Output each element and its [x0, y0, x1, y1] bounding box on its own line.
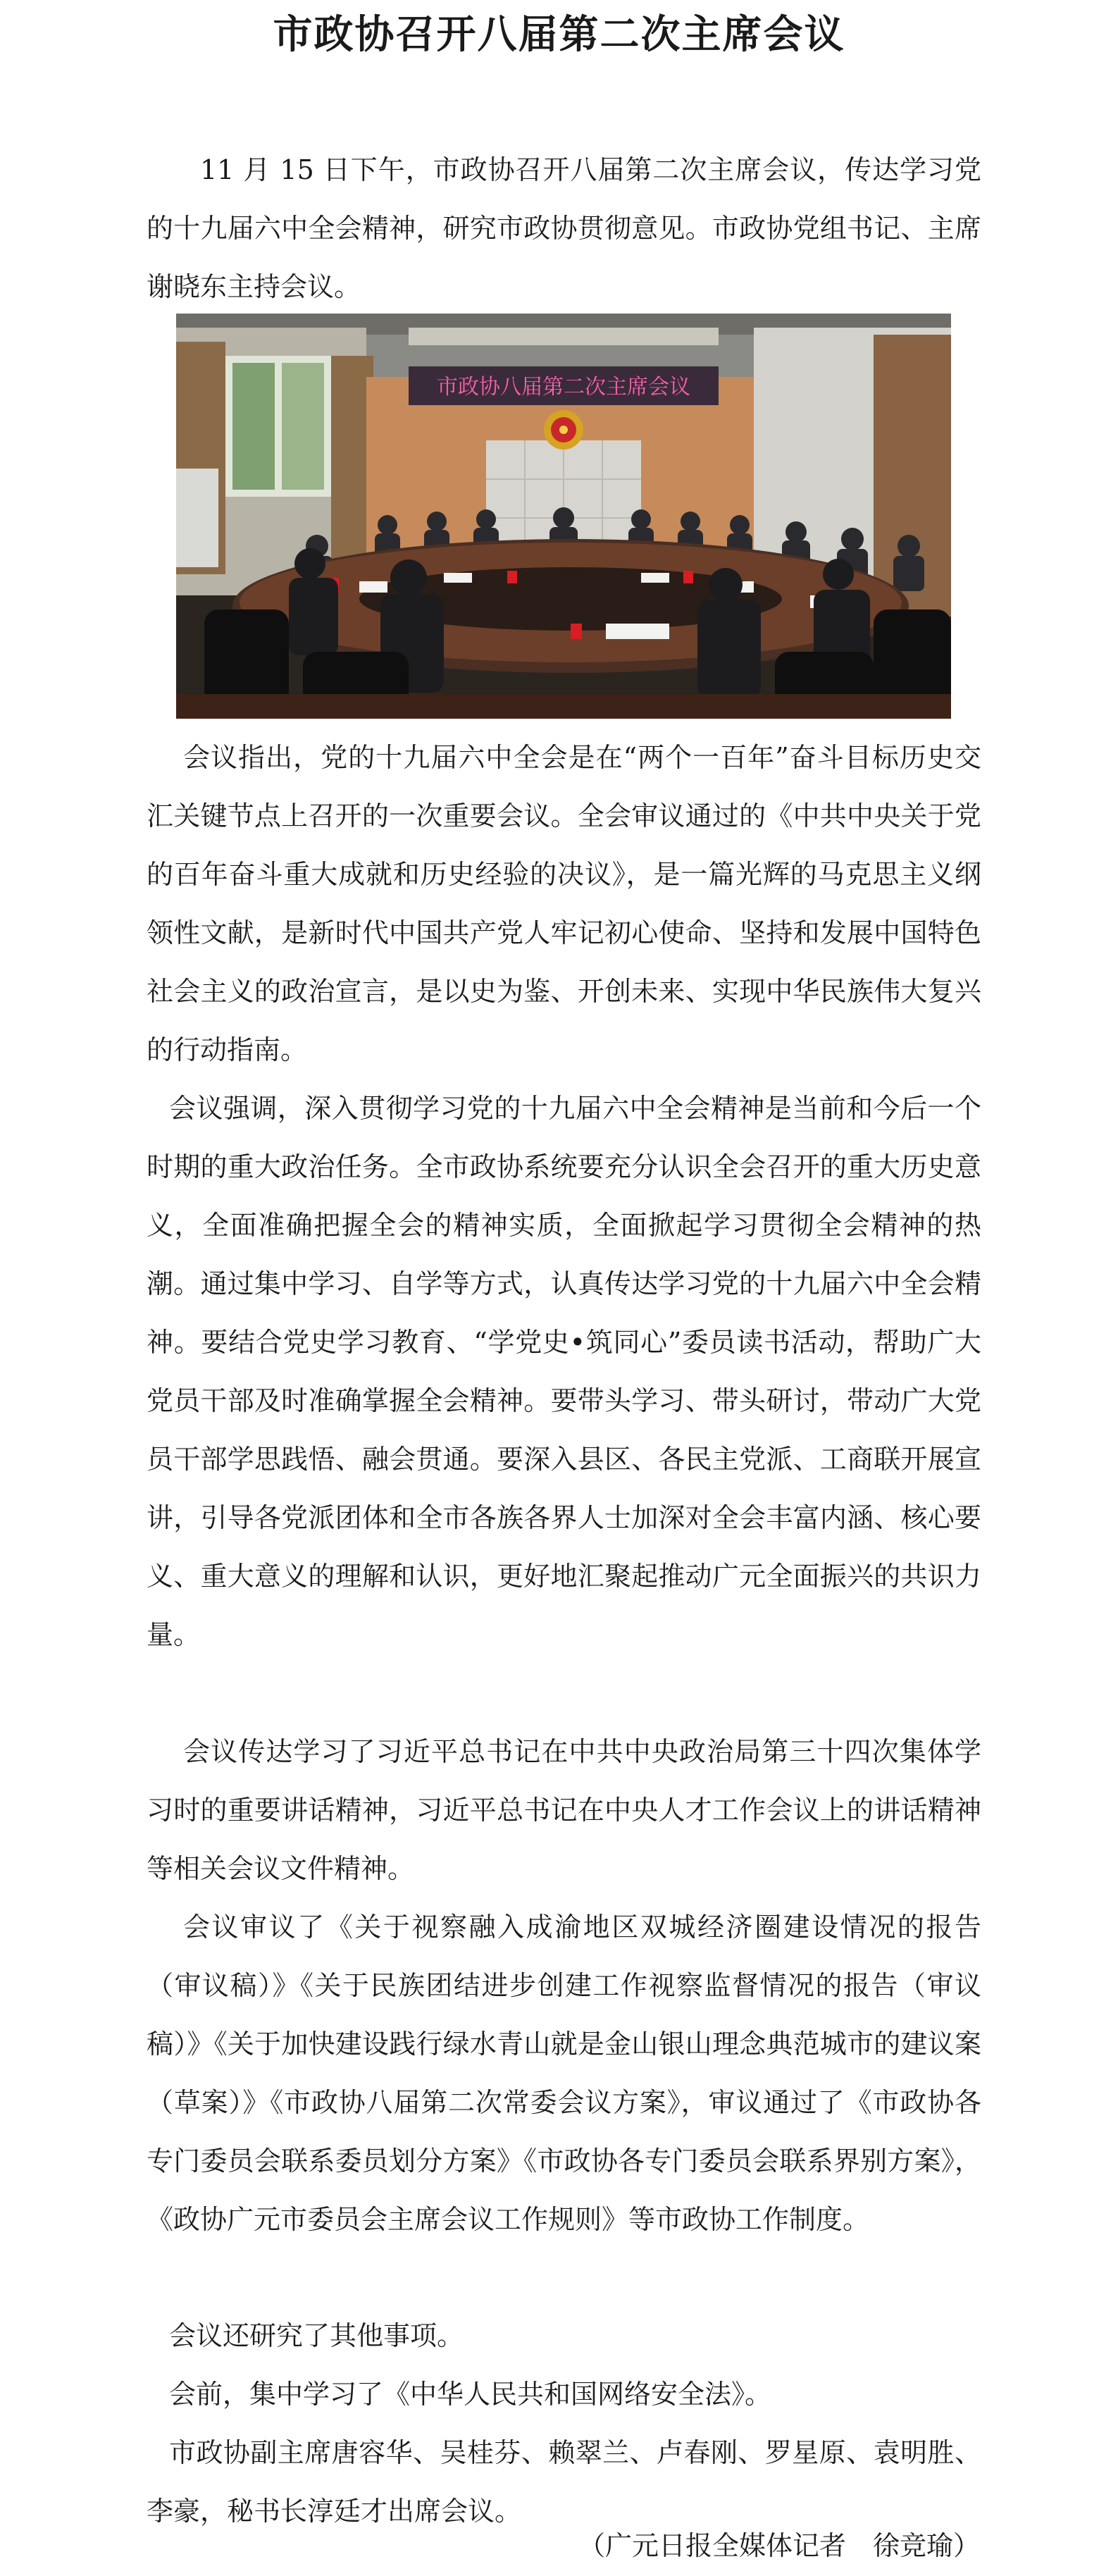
- paragraph-significance: 会议指出，党的十九届六中全会是在“两个一百年”奋斗目标历史交汇关键节点上召开的一次重要会议。全会审议通过的《中共中央关于党的百年奋斗重大成就和历史经验的决议》，是一篇光辉的马克思主义纲领性文献，是新时代中国共产党人牢记初心使命、坚持和发展中国特色社会主义的政治宣言，是以史为鉴、开创未来、实现中华民族伟大复兴的行动指南。: [147, 742, 981, 1065]
- meeting-photo-illustration: [176, 314, 951, 719]
- meeting-photo: [176, 314, 951, 719]
- paragraph-review: 会议审议了《关于视察融入成渝地区双城经济圈建设情况的报告（审议稿）》《关于民族团结进步创建工作视察监督情况的报告（审议稿）》《关于加快建设践行绿水青山就是金山银山理念典范城市的建议案（草案）》《市政协八届第二次常委会议方案》，审议通过了《市政协各专门委员会联系委员划分方案》《市政协各专门委员会联系界别方案》，《政协广元市委员会主席会议工作规则》等市政协工作制度。: [147, 1912, 981, 2235]
- paragraph-attendees: 市政协副主席唐容华、吴桂芬、赖翠兰、卢春刚、罗星原、袁明胜、李豪，秘书长淳廷才出席会议。: [147, 2437, 981, 2527]
- article-title: 市政协召开八届第二次主席会议: [273, 11, 845, 58]
- paragraph-other: 会议还研究了其他事项。: [169, 2320, 464, 2351]
- paragraph-study: 会议传达学习了习近平总书记在中共中央政治局第三十四次集体学习时的重要讲话精神，习近平总书记在中央人才工作会议上的讲话精神等相关会议文件精神。: [147, 1736, 981, 1884]
- photo-banner-text: 市政协八届第二次主席会议: [437, 375, 690, 400]
- reporter-byline: （广元日报全媒体记者 徐竞瑜）: [578, 2530, 980, 2561]
- paragraph-prior-study: 会前，集中学习了《中华人民共和国网络安全法》。: [169, 2379, 772, 2410]
- cppcc-emblem-icon: [544, 410, 583, 450]
- paragraph-emphasis: 会议强调，深入贯彻学习党的十九届六中全会精神是当前和今后一个时期的重大政治任务。全市政协系统要充分认识全会召开的重大历史意义，全面准确把握全会的精神实质，全面掀起学习贯彻全会精神的热潮。通过集中学习、自学等方式，认真传达学习党的十九届六中全会精神。要结合党史学习教育、“学党史•筑同心”委员读书活动，帮助广大党员干部及时准确掌握全会精神。要带头学习、带头研讨，带动广大党员干部学思践悟、融会贯通。要深入县区、各民主党派、工商联开展宣讲，引导各党派团体和全市各族各界人士加深对全会丰富内涵、核心要义、重大意义的理解和认识，更好地汇聚起推动广元全面振兴的共识力量。: [147, 1093, 981, 1650]
- paragraph-intro: 11 月 15 日下午，市政协召开八届第二次主席会议，传达学习党的十九届六中全会精神，研究市政协贯彻意见。市政协党组书记、主席谢晓东主持会议。: [147, 154, 981, 302]
